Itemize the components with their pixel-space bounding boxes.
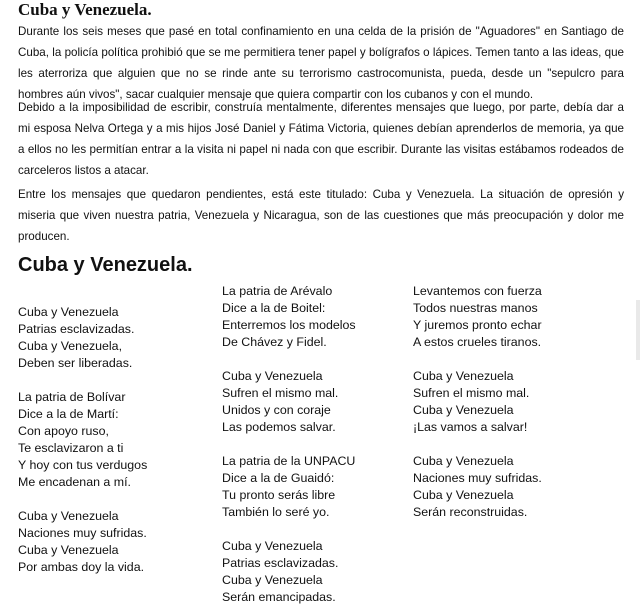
document-title: Cuba y Venezuela. <box>18 0 152 19</box>
poem-line: Serán emancipadas. <box>222 590 336 604</box>
poem-stanza <box>413 453 542 521</box>
poem-stanza <box>222 368 356 436</box>
poem-line: Y juremos pronto echar <box>413 318 542 332</box>
poem-stanza <box>222 283 356 351</box>
poem-line: Con apoyo ruso, <box>18 424 109 438</box>
poem-column-1 <box>18 304 147 576</box>
poem-line: A estos crueles tiranos. <box>413 335 542 349</box>
poem-column-2 <box>222 283 356 606</box>
poem-line: De Chávez y Fidel. <box>222 335 327 349</box>
poem-line: La patria de la UNPACU <box>222 454 356 468</box>
poem-line: Dice a la de Martí: <box>18 407 119 421</box>
poem-line: Y hoy con tus verdugos <box>18 458 148 472</box>
paragraph-intro: Durante los seis meses que pasé en total confinamiento en una celda de la prisión de "Aguadores" en Santiago de Cuba, la policía política prohibió que se me permitiera tener papel y bolígrafos o lápices. Temen tanto a las ideas, que les aterroriza que alguien que no se rinde ante su terrorismo castrocomunista, pueda, desde un "sepulcro para hombres aún vivos", sacar cualquier mensaje que quiera compartir con los cubanos y con el mundo. <box>18 25 624 101</box>
poem-line: Sufren el mismo mal. <box>222 386 339 400</box>
poem-line: Me encadenan a mí. <box>18 475 131 489</box>
poem-stanza <box>222 453 356 521</box>
poem-line: Naciones muy sufridas. <box>18 526 147 540</box>
poem-stanza <box>18 508 147 576</box>
poem-line: Enterremos los modelos <box>222 318 356 332</box>
poem-line: Cuba y Venezuela, <box>18 339 123 353</box>
poem-line: ¡Las vamos a salvar! <box>413 420 528 434</box>
poem-line: Tu pronto serás libre <box>222 488 336 502</box>
poem-line: Todos nuestras manos <box>413 301 538 315</box>
poem-line: Cuba y Venezuela <box>222 539 323 553</box>
poem-line: Serán reconstruidas. <box>413 505 528 519</box>
poem-line: Cuba y Venezuela <box>222 369 323 383</box>
poem-stanza <box>413 368 542 436</box>
poem-line: Cuba y Venezuela <box>413 454 514 468</box>
poem-line: Deben ser liberadas. <box>18 356 133 370</box>
poem-line: También lo seré yo. <box>222 505 330 519</box>
poem-line: La patria de Bolívar <box>18 390 126 404</box>
poem-line: Levantemos con fuerza <box>413 284 542 298</box>
poem-line: Cuba y Venezuela <box>413 488 514 502</box>
poem-line: Cuba y Venezuela <box>18 543 119 557</box>
poem-stanza <box>413 283 542 351</box>
poem-line: Dice a la de Guaidó: <box>222 471 335 485</box>
poem-stanza <box>18 389 147 491</box>
poem-line: Patrias esclavizadas. <box>222 556 339 570</box>
poem-line: Cuba y Venezuela <box>18 509 119 523</box>
poem-line: Las podemos salvar. <box>222 420 336 434</box>
poem-stanza <box>222 538 356 606</box>
poem-line: Cuba y Venezuela <box>18 305 119 319</box>
poem-line: Dice a la de Boitel: <box>222 301 326 315</box>
poem-line: Sufren el mismo mal. <box>413 386 530 400</box>
paragraph-pending: Entre los mensajes que quedaron pendientes, está este titulado: Cuba y Venezuela. La situación de opresión y miseria que viven nuestra patria, Venezuela y Nicaragua, son de las cuestiones que más preocupación y dolor me producen. <box>18 188 624 243</box>
poem-line: Naciones muy sufridas. <box>413 471 542 485</box>
poem-line: La patria de Arévalo <box>222 284 333 298</box>
poem-line: Cuba y Venezuela <box>413 369 514 383</box>
poem-title: Cuba y Venezuela. <box>18 254 193 276</box>
paragraph-messages: Debido a la imposibilidad de escribir, construía mentalmente, diferentes mensajes que luego, por parte, debía dar a mi esposa Nelva Ortega y a mis hijos José Daniel y Fátima Victoria, quienes debían aprenderlos de memoria, ya que a ellos no les permitían entrar a la visita ni papel ni nada con que escribir. Durante las visitas estábamos rodeados de carceleros listos a atacar. <box>18 101 624 177</box>
poem-line: Unidos y con coraje <box>222 403 331 417</box>
poem-line: Cuba y Venezuela <box>222 573 323 587</box>
poem-line: Te esclavizaron a ti <box>18 441 124 455</box>
poem-line: Por ambas doy la vida. <box>18 560 145 574</box>
poem-column-3 <box>413 283 542 521</box>
scan-edge <box>636 300 640 360</box>
poem-line: Patrias esclavizadas. <box>18 322 135 336</box>
poem-stanza <box>18 304 147 372</box>
poem-line: Cuba y Venezuela <box>413 403 514 417</box>
